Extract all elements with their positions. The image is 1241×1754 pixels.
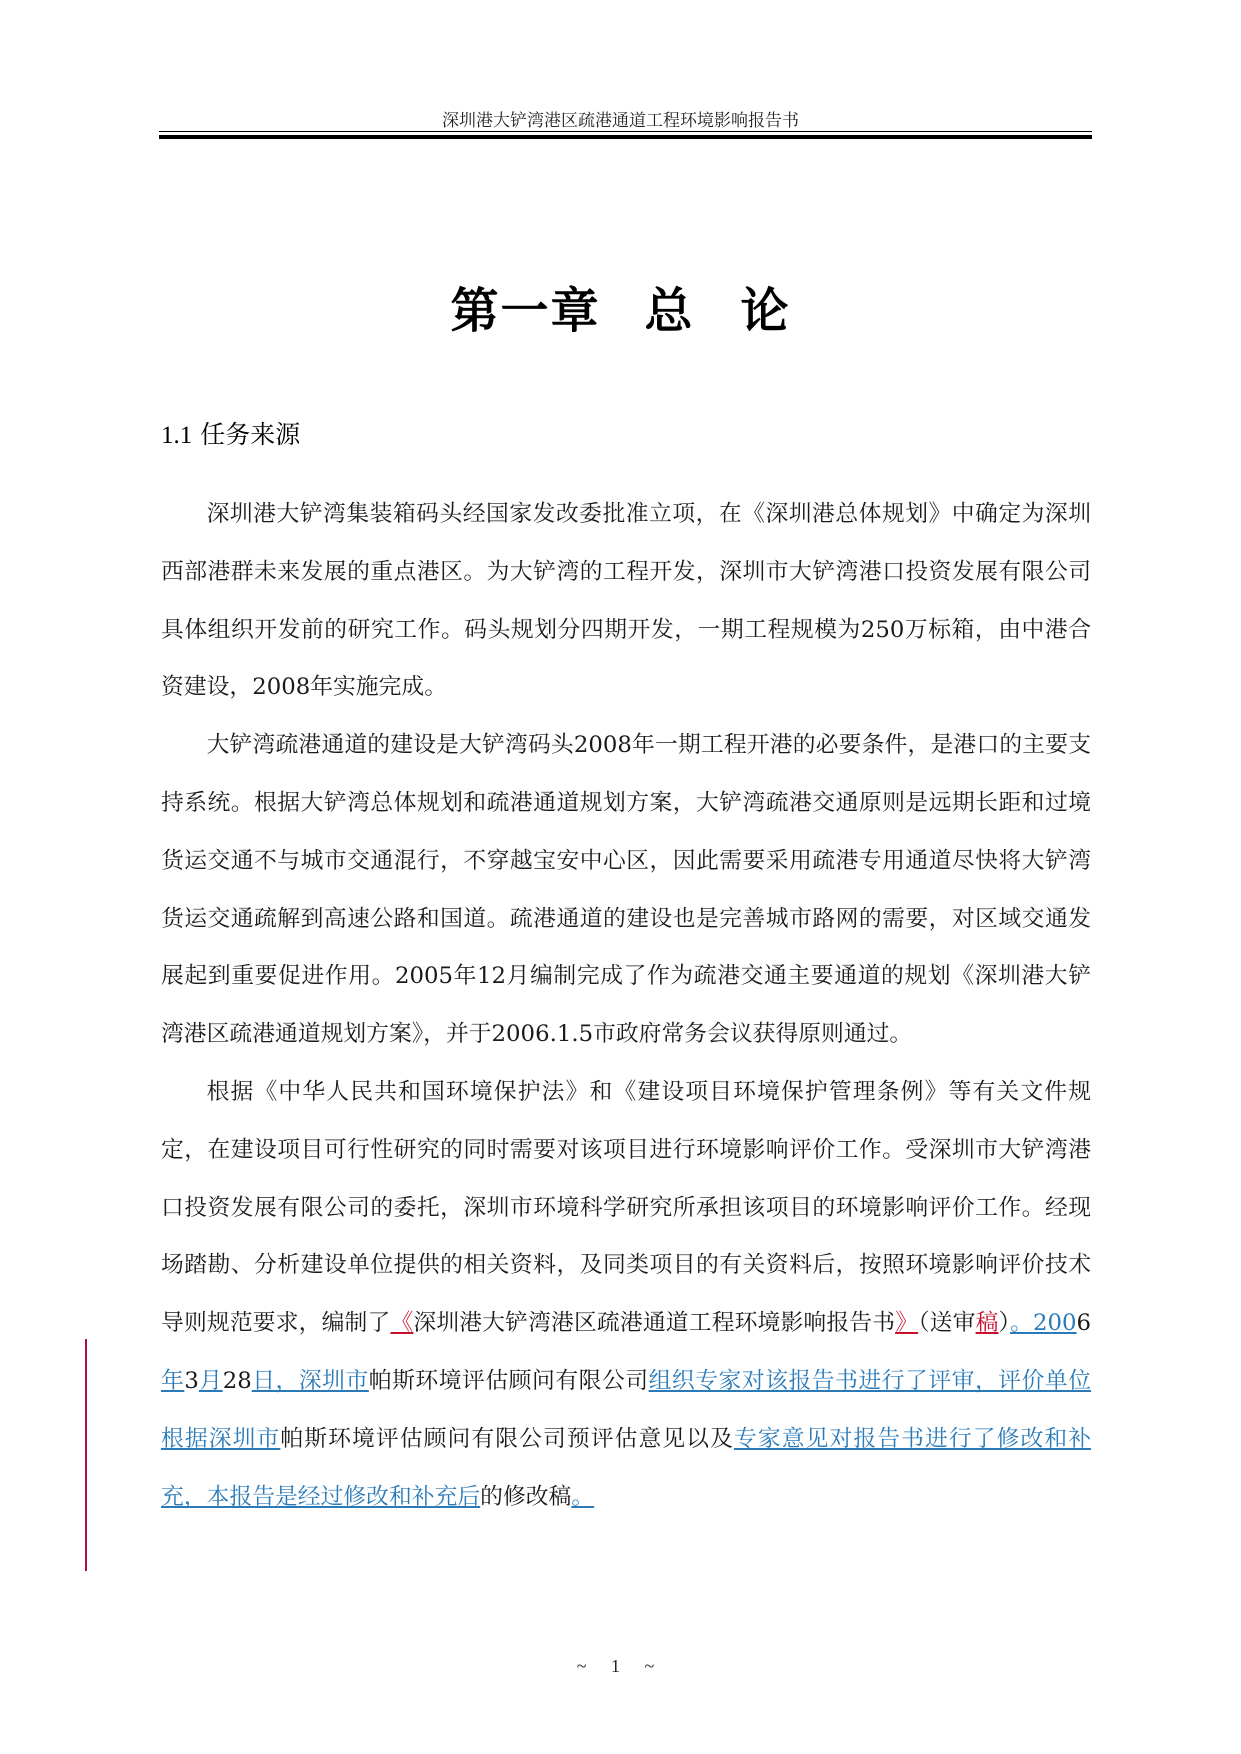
paragraph-2: 大铲湾疏港通道的建设是大铲湾码头2008年一期工程开港的必要条件，是港口的主要支持系统。根据大铲湾总体规划和疏港通道规划方案，大铲湾疏港交通原则是远期长距和过境货运交通不与城市交通混行，不穿越宝安中心区，因此需要采用疏港专用通道尽快将大铲湾货运交通疏解到高速公路和国道。疏港通道的建设也是完善城市路网的需要，对区域交通发展起到重要促进作用。2005年12月编制完成了作为疏港交通主要通道的规划《深圳港大铲湾港区疏港通道规划方案》，并于2006.1.5市政府常务会议获得原则通过。 xyxy=(161,732,1091,1048)
p3-text-company-1: 帕斯环境评估顾问有限公司 xyxy=(368,1367,649,1394)
p3-rev-bracket-open: 《 xyxy=(390,1310,414,1337)
p3-rev-year: 。200 xyxy=(1010,1310,1077,1337)
p3-report-title: 深圳港大铲湾港区疏港通道工程环境影响报告书 xyxy=(413,1310,896,1337)
p3-rev-revised: 专家意见对报告书进行了修改和补充，本报告是经过修改和补充后 xyxy=(161,1425,1092,1510)
p3-text-final: 的修改稿 xyxy=(480,1483,572,1510)
chapter-number: 第一章 xyxy=(450,283,601,339)
p3-text-1: 根据《中华人民共和国环境保护法》和《建设项目环境保护管理条例》等有关文件规定，在建设项目可行性研究的同时需要对该项目进行环境影响评价工作。受深圳市大铲湾港口投资发展有限公司的委托，深圳市环境科学研究所承担该项目的环境影响评价工作。经现场踏勘、分析建设单位提供的相关资料，及同类项目的有关资料后，按照环境影响评价技术导则规范要求，编制了 xyxy=(161,1078,1091,1337)
p3-rev-period: 。 xyxy=(571,1483,595,1510)
p3-text-month: 3 xyxy=(184,1367,199,1394)
running-header: 深圳港大铲湾港区疏港通道工程环境影响报告书 xyxy=(442,111,799,131)
section-title: 任务来源 xyxy=(200,420,301,449)
page-number: ~ 1 ~ xyxy=(576,1656,665,1676)
p3-rev-bracket-close: 》 xyxy=(895,1310,919,1337)
p3-rev-year-char: 年 xyxy=(161,1367,185,1394)
header-rule-thin xyxy=(159,131,1092,132)
p3-text-year-digit: 6 xyxy=(1076,1310,1092,1337)
section-heading xyxy=(161,415,300,451)
header-rule-thick xyxy=(159,135,1092,139)
p3-text-paren: ） xyxy=(998,1310,1011,1337)
p3-text-company-2: 帕斯环境评估顾问有限公司预评估意见以及 xyxy=(280,1425,734,1452)
chapter-title xyxy=(0,272,1241,341)
p3-rev-month-char: 月 xyxy=(198,1367,223,1394)
p3-text-day: 28 xyxy=(222,1367,252,1394)
paragraph-1: 深圳港大铲湾集装箱码头经国家发改委批准立项，在《深圳港总体规划》中确定为深圳西部港群未来发展的重点港区。为大铲湾的工程开发，深圳市大铲湾港口投资发展有限公司具体组织开发前的研究工作。码头规划分四期开发，一期工程规模为250万标箱，由中港合资建设，2008年实施完成。 xyxy=(161,501,1091,701)
p3-rev-draft: 稿 xyxy=(975,1310,999,1337)
chapter-title-char-2: 论 xyxy=(740,283,791,339)
section-number: 1.1 xyxy=(161,422,193,449)
p3-rev-day-city: 日，深圳市 xyxy=(251,1367,369,1394)
p3-rev-review: 组织专家对该报告书进行了评审，评价单位根据深圳市 xyxy=(161,1367,1092,1452)
body-text xyxy=(161,486,1091,1526)
revision-bar xyxy=(85,1339,87,1571)
chapter-title-char-1: 总 xyxy=(644,283,695,339)
p3-text-submit: （送审 xyxy=(918,1310,976,1337)
paragraph-3 xyxy=(161,1064,1091,1526)
